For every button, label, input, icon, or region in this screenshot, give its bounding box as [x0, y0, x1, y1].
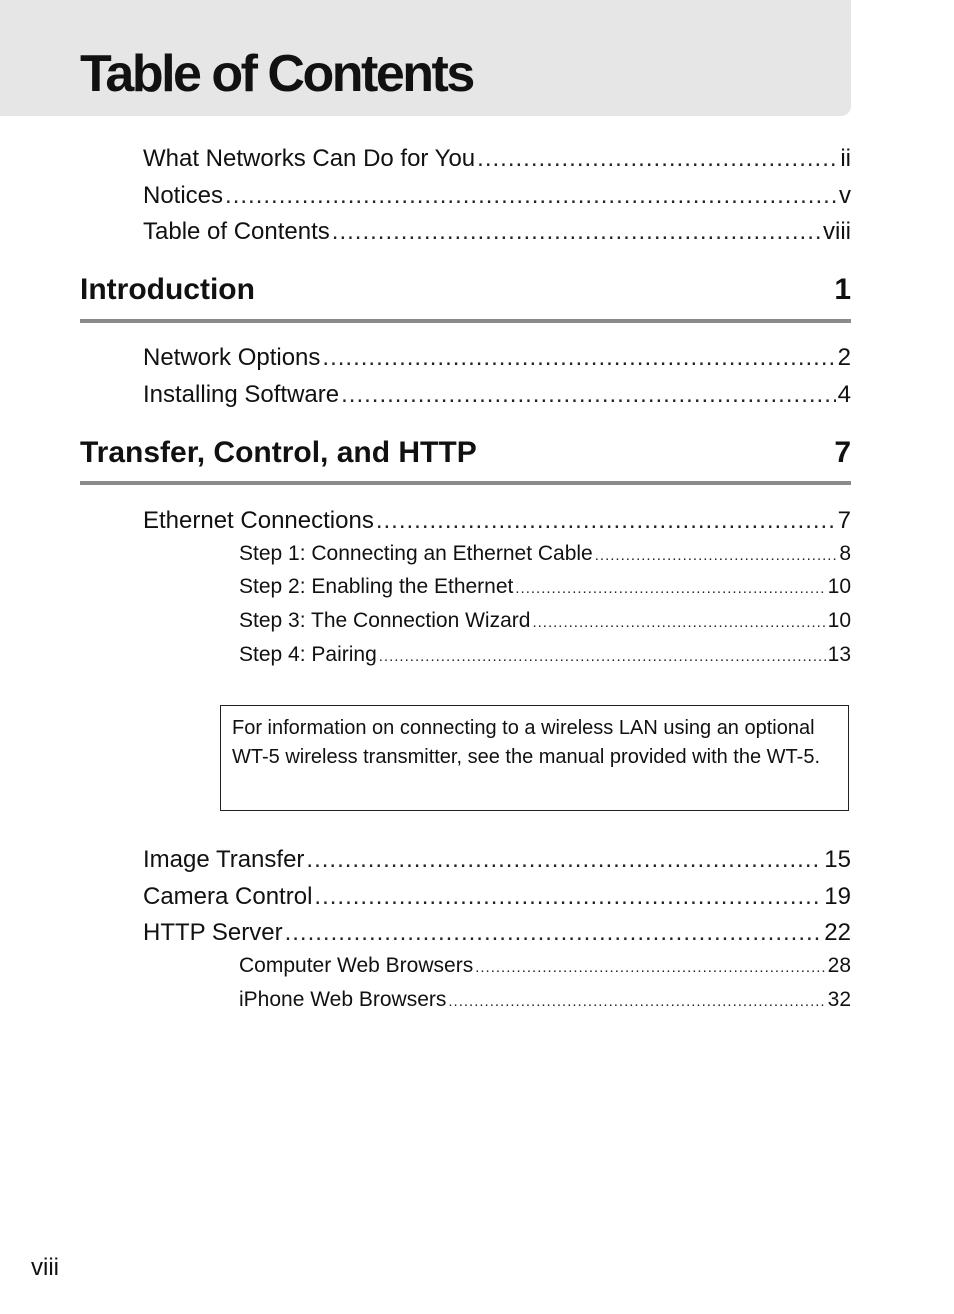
- dot-leader: [448, 987, 825, 1017]
- toc-entry-page: 19: [824, 883, 851, 910]
- toc-subentry-label: Step 4: Pairing: [239, 643, 377, 666]
- toc-subentry-step-3[interactable]: [239, 606, 851, 636]
- toc-entry-page: v: [839, 182, 851, 209]
- toc-entry-installing-software[interactable]: [143, 378, 851, 412]
- dot-leader: [322, 341, 835, 375]
- toc-entry-page: 4: [837, 381, 851, 408]
- section-heading-transfer-control-http[interactable]: [80, 433, 851, 473]
- toc-entry-page: 22: [824, 919, 851, 946]
- toc-entry-camera-control[interactable]: [143, 880, 851, 914]
- toc-entry-label: Installing Software: [143, 381, 340, 408]
- toc-entry-label: Camera Control: [143, 883, 313, 910]
- section-title: Introduction: [80, 273, 255, 306]
- toc-entry-label: HTTP Server: [143, 919, 283, 946]
- toc-subentry-computer-web-browsers[interactable]: [239, 951, 851, 981]
- section-heading-introduction[interactable]: [80, 270, 851, 310]
- toc-entry-label: Ethernet Connections: [143, 507, 374, 534]
- dot-leader: [285, 916, 823, 950]
- toc-entry-ethernet-connections[interactable]: [143, 504, 851, 538]
- toc-subentry-step-1[interactable]: [239, 539, 851, 569]
- dot-leader: [515, 574, 825, 604]
- toc-entry-page: 7: [837, 507, 851, 534]
- toc-entry-label: Network Options: [143, 344, 321, 371]
- section-page: 1: [834, 273, 851, 306]
- toc-entry-page: 15: [824, 846, 851, 873]
- toc-entry-what-networks[interactable]: [143, 142, 851, 176]
- toc-entry-label: Notices: [143, 182, 224, 209]
- toc-entry-image-transfer[interactable]: [143, 843, 851, 877]
- dot-leader: [314, 880, 822, 914]
- toc-subentry-label: Step 1: Connecting an Ethernet Cable: [239, 542, 593, 565]
- section-divider: [80, 319, 851, 323]
- toc-subentry-step-2[interactable]: [239, 572, 851, 602]
- page-number: viii: [31, 1254, 59, 1281]
- toc-subentry-page: 8: [839, 542, 851, 565]
- toc-subentry-label: Step 3: The Connection Wizard: [239, 609, 531, 632]
- info-note-box: For information on connecting to a wireless LAN using an optional WT-5 wireless transmitter, see the manual provided with the WT-5.: [220, 705, 849, 811]
- toc-subentry-iphone-web-browsers[interactable]: [239, 985, 851, 1015]
- dot-leader: [379, 642, 826, 672]
- toc-subentry-label: Computer Web Browsers: [239, 954, 474, 977]
- toc-entry-label: Image Transfer: [143, 846, 305, 873]
- dot-leader: [595, 541, 838, 571]
- toc-subentry-label: Step 2: Enabling the Ethernet: [239, 575, 514, 598]
- section-title: Transfer, Control, and HTTP: [80, 436, 477, 469]
- toc-entry-page: 2: [837, 344, 851, 371]
- section-page: 7: [834, 436, 851, 469]
- dot-leader: [475, 953, 825, 983]
- toc-entry-page: ii: [840, 145, 851, 172]
- toc-subentry-page: 28: [827, 954, 851, 977]
- toc-entry-network-options[interactable]: [143, 341, 851, 375]
- toc-entry-page: viii: [823, 218, 851, 245]
- toc-subentry-label: iPhone Web Browsers: [239, 988, 447, 1011]
- toc-entry-notices[interactable]: [143, 179, 851, 213]
- section-divider: [80, 481, 851, 485]
- dot-leader: [532, 608, 825, 638]
- toc-subentry-page: 10: [827, 609, 851, 632]
- dot-leader: [341, 378, 836, 412]
- toc-entry-label: What Networks Can Do for You: [143, 145, 476, 172]
- dot-leader: [376, 504, 836, 538]
- dot-leader: [332, 215, 821, 249]
- toc-subentry-page: 13: [827, 643, 851, 666]
- toc-entry-http-server[interactable]: [143, 916, 851, 950]
- dot-leader: [225, 179, 837, 213]
- toc-entry-label: Table of Contents: [143, 218, 330, 245]
- dot-leader: [306, 843, 822, 877]
- dot-leader: [477, 142, 838, 176]
- toc-subentry-page: 32: [827, 988, 851, 1011]
- toc-entry-table-of-contents[interactable]: [143, 215, 851, 249]
- toc-subentry-page: 10: [827, 575, 851, 598]
- toc-subentry-step-4[interactable]: [239, 640, 851, 670]
- page-title: Table of Contents: [80, 45, 473, 103]
